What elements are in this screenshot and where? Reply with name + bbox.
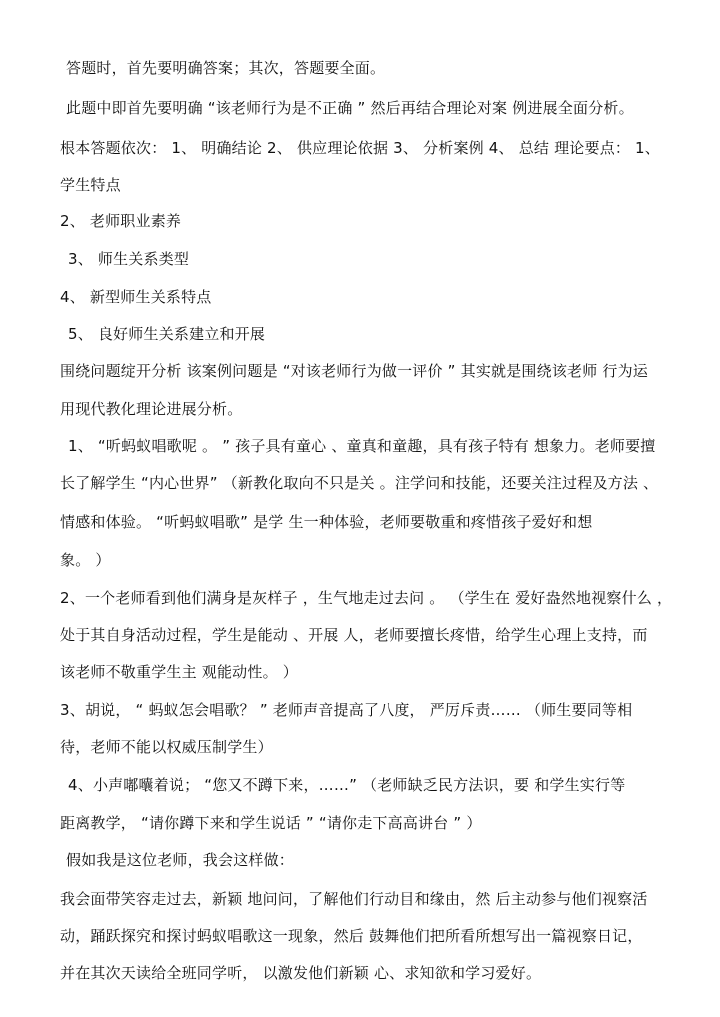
text-line: 假如我是这位老师，我会这样做：	[66, 851, 295, 869]
text-line: 距离教学， “请你蹲下来和学生说话 ” “请你走下高高讲台 ” ）	[60, 814, 482, 832]
text-line: 长了解学生 “内心世界” （新教化取向不只是关 。注学问和技能，还要关注过程及方法 、	[60, 474, 659, 492]
text-line: 学生特点	[60, 176, 121, 194]
text-line: 2、一个老师看到他们满身是灰样子 ，生气地走过去问 。 （学生在 爱好盎然地视察什么 ，	[60, 589, 672, 607]
text-line: 待，老师不能以权威压制学生）	[60, 738, 273, 756]
text-line: 该老师不敬重学生主 观能动性。 ）	[60, 663, 298, 681]
text-line: 答题时，首先要明确答案；其次，答题要全面。	[66, 59, 386, 77]
text-line: 情感和体验。 “听蚂蚁唱歌” 是学 生一种体验，老师要敬重和疼惜孩子爱好和想	[60, 513, 593, 531]
text-line: 用现代教化理论进展分析。	[60, 400, 243, 418]
text-line: 3、胡说， “ 蚂蚁怎会唱歌？ ” 老师声音提高了八度， 严厉斥责…… （师生要同等相	[60, 701, 633, 719]
text-line: 4、小声嘟囔着说； “您又不蹲下来，……” （老师缺乏民方法识，要 和学生实行等	[68, 776, 626, 794]
text-line: 5、 良好师生关系建立和开展	[68, 325, 266, 343]
text-line: 处于其自身活动过程，学生是能动 、开展 人，老师要擅长疼惜，给学生心理上支持，而	[60, 626, 648, 644]
text-line: 围绕问题绽开分析 该案例问题是 “对该老师行为做一评价 ” 其实就是围绕该老师 行为运	[60, 362, 648, 380]
text-line: 2、 老师职业素养	[60, 212, 182, 230]
text-line: 象。 ）	[60, 551, 111, 569]
text-line: 4、 新型师生关系特点	[60, 288, 212, 306]
text-line: 根本答题依次： 1、 明确结论 2、 供应理论依据 3、 分析案例 4、 总结 理论要点： 1、	[60, 139, 661, 157]
text-line: 3、 师生关系类型	[68, 250, 190, 268]
text-line: 我会面带笑容走过去，新颖 地问问，了解他们行动目和缘由，然 后主动参与他们视察活	[60, 890, 648, 908]
text-line: 1、 “听蚂蚁唱歌呢 。 ” 孩子具有童心 、童真和童趣，具有孩子特有 想象力。老师要擅	[68, 437, 656, 455]
text-line: 此题中即首先要明确 “该老师行为是不正确 ” 然后再结合理论对案 例进展全面分析。	[66, 99, 634, 117]
text-line: 动，踊跃探究和探讨蚂蚁唱歌这一现象，然后 鼓舞他们把所看所想写出一篇视察日记，	[60, 927, 643, 945]
text-line: 并在其次天读给全班同学听， 以激发他们新颖 心、求知欲和学习爱好。	[60, 964, 542, 982]
